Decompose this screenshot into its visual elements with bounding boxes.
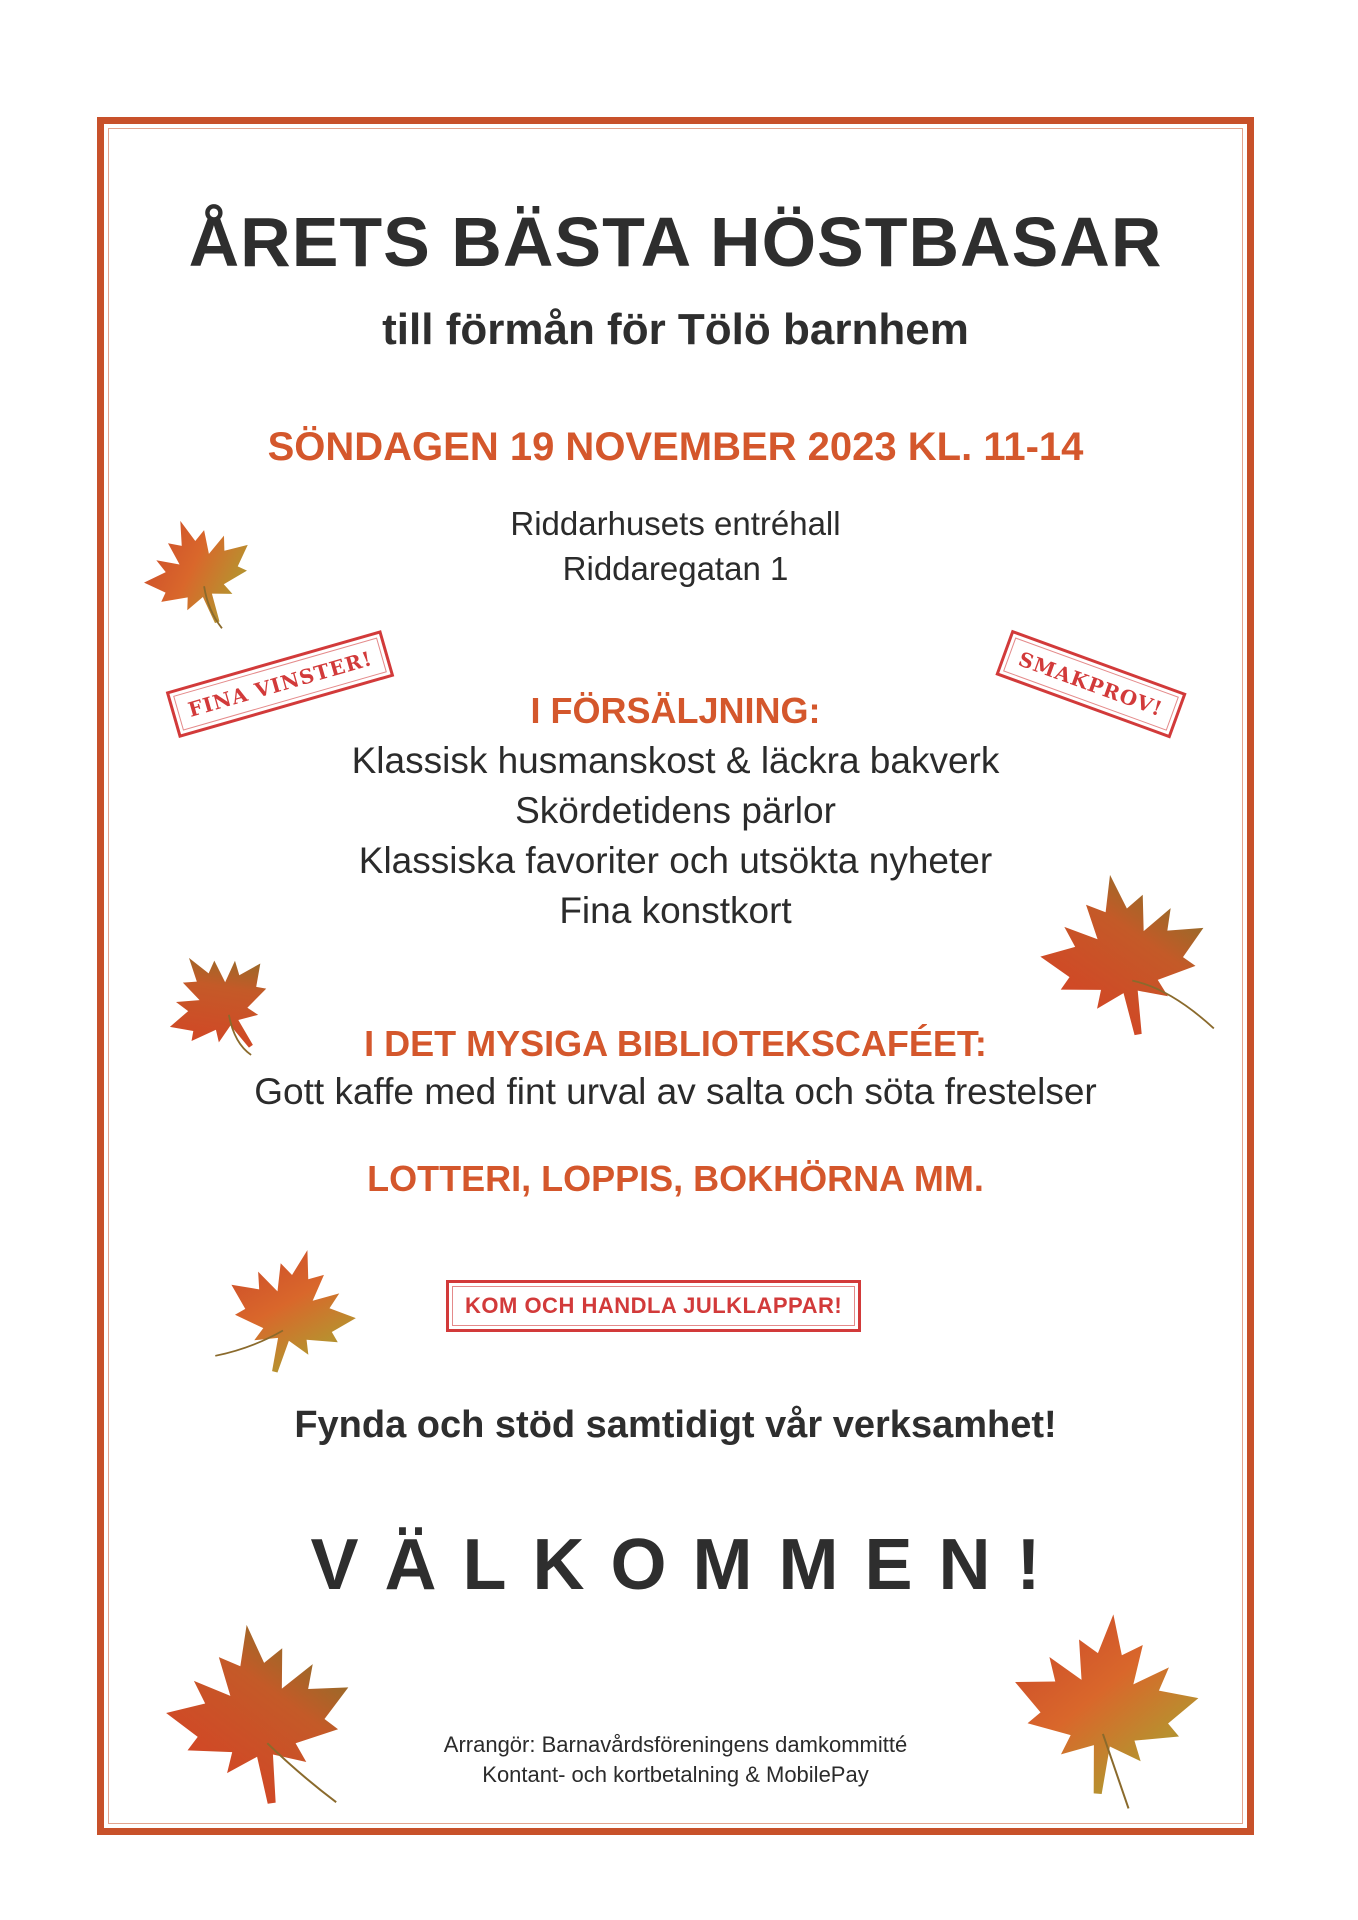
sale-item: Skördetidens pärlor [515, 790, 836, 831]
maple-leaf-icon [150, 1620, 370, 1820]
welcome-text: VÄLKOMMEN! [310, 1525, 1067, 1605]
maple-leaf-icon [210, 1245, 370, 1385]
stamp-smakprov: SMAKPROV! [995, 630, 1186, 739]
cafe-text: Gott kaffe med fint urval av salta och söta frestelser [254, 1071, 1097, 1112]
maple-leaf-icon [140, 515, 260, 635]
poster-subtitle: till förmån för Tölö barnhem [382, 305, 969, 354]
slogan: Fynda och stöd samtidigt vår verksamhet! [294, 1404, 1057, 1446]
maple-leaf-icon [162, 945, 282, 1065]
sale-heading: I FÖRSÄLJNING: [530, 690, 821, 731]
poster-title: ÅRETS BÄSTA HÖSTBASAR [188, 203, 1163, 281]
organizer-line: Arrangör: Barnavårdsföreningens damkommitté [443, 1732, 908, 1757]
payment-line: Kontant- och kortbetalning & MobilePay [482, 1762, 869, 1787]
extras-line: LOTTERI, LOPPIS, BOKHÖRNA MM. [367, 1158, 984, 1199]
stamp-fina-vinster: FINA VINSTER! [166, 630, 395, 738]
sale-item: Klassiska favoriter och utsökta nyheter [358, 840, 993, 881]
venue-name: Riddarhusets entréhall [510, 505, 841, 542]
stamp-kom-och-handla: KOM OCH HANDLA JULKLAPPAR! [446, 1280, 861, 1332]
cafe-heading: I DET MYSIGA BIBLIOTEKSCAFÉET: [364, 1023, 987, 1064]
sale-item: Klassisk husmanskost & läckra bakverk [351, 740, 1000, 781]
maple-leaf-icon [1020, 870, 1230, 1050]
event-date: SÖNDAGEN 19 NOVEMBER 2023 KL. 11-14 [267, 425, 1084, 469]
sale-item: Fina konstkort [559, 890, 792, 931]
maple-leaf-icon [1000, 1610, 1210, 1810]
venue-address: Riddaregatan 1 [562, 550, 789, 587]
